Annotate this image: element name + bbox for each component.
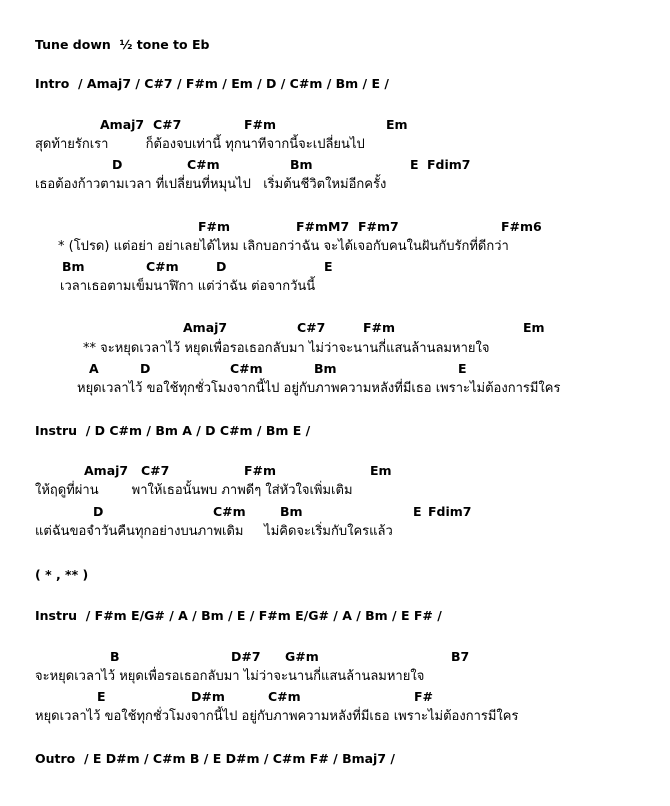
- chord: Amaj7: [84, 463, 129, 478]
- chord: F#: [414, 689, 434, 704]
- tuning-note: Tune down ½ tone to Eb: [35, 37, 210, 52]
- chord: D: [112, 157, 123, 172]
- chord: D#m: [191, 689, 225, 704]
- chord: F#m: [198, 219, 231, 234]
- chord: Bm: [62, 259, 85, 274]
- chord: E: [410, 157, 419, 172]
- lyric-line: จะหยุดเวลาไว้ หยุดเพื่อรอเธอกลับมา ไม่ว่าจะนานกี่แสนล้านลมหายใจ: [35, 669, 425, 684]
- chord: D: [216, 259, 227, 274]
- chord: A: [89, 361, 99, 376]
- chord: F#m: [244, 463, 277, 478]
- chord: C#7: [297, 320, 326, 335]
- repeat-marker: ( * , ** ): [35, 567, 89, 582]
- chord: B7: [451, 649, 470, 664]
- lyric-line: ให้ฤดูที่ผ่าน พาให้เธอนั้นพบ ภาพดีๆ ใส่หัวใจเพิ่มเติม: [35, 483, 353, 498]
- chord: D: [93, 504, 104, 519]
- chord: E: [324, 259, 333, 274]
- chord: F#m7: [358, 219, 399, 234]
- lyric-line: หยุดเวลาไว้ ขอใช้ทุกชั่วโมงจากนี้ไป อยู่กับภาพความหลังที่มีเธอ เพราะไม่ต้องการมีใคร: [35, 709, 519, 724]
- lyric-line: * (โปรด) แต่อย่า อย่าเลยได้ไหม เลิกบอกว่าฉัน จะได้เจอกับคนในฝันกับรักที่ดีกว่า: [58, 239, 509, 254]
- lyric-line: เวลาเธอตามเข็มนาฬิกา แต่ว่าฉัน ต่อจากวันนี้: [60, 279, 316, 294]
- chord: F#m6: [501, 219, 542, 234]
- chord: Fdim7: [428, 504, 472, 519]
- lyric-line: สุดท้ายรักเรา ก็ต้องจบเท่านี้ ทุกนาทีจากนี้จะเปลี่ยนไป: [35, 137, 365, 152]
- chord: F#mM7: [296, 219, 350, 234]
- chord: Em: [523, 320, 545, 335]
- chord: C#7: [141, 463, 170, 478]
- chord: G#m: [285, 649, 319, 664]
- intro-line: Intro / Amaj7 / C#7 / F#m / Em / D / C#m / Bm / E /: [35, 76, 389, 91]
- chord: D: [140, 361, 151, 376]
- chord: C#m: [187, 157, 220, 172]
- chord: E: [413, 504, 422, 519]
- chord: C#m: [146, 259, 179, 274]
- chord: F#m: [363, 320, 396, 335]
- instrumental-line: Instru / F#m E/G# / A / Bm / E / F#m E/G# / A / Bm / E F# /: [35, 608, 442, 623]
- outro-line: Outro / E D#m / C#m B / E D#m / C#m F# / Bmaj7 /: [35, 751, 395, 766]
- chord: Em: [370, 463, 392, 478]
- chord: C#m: [268, 689, 301, 704]
- chord: Fdim7: [427, 157, 471, 172]
- chord: D#7: [231, 649, 261, 664]
- chord: B: [110, 649, 120, 664]
- lyric-line: เธอต้องก้าวตามเวลา ที่เปลี่ยนที่หมุนไป เริ่มต้นชีวิตใหม่อีกครั้ง: [35, 177, 387, 192]
- chord: Bm: [280, 504, 303, 519]
- chord: C#m: [213, 504, 246, 519]
- chord: Bm: [314, 361, 337, 376]
- chord: E: [97, 689, 106, 704]
- instrumental-line: Instru / D C#m / Bm A / D C#m / Bm E /: [35, 423, 311, 438]
- chord: Em: [386, 117, 408, 132]
- lyric-line: แต่ฉันขอจำวันคืนทุกอย่างบนภาพเดิม ไม่คิดจะเริ่มกับใครแล้ว: [35, 524, 393, 539]
- chord: Bm: [290, 157, 313, 172]
- chord: F#m: [244, 117, 277, 132]
- chord: C#7: [153, 117, 182, 132]
- chord: C#m: [230, 361, 263, 376]
- chord: E: [458, 361, 467, 376]
- lyric-line: หยุดเวลาไว้ ขอใช้ทุกชั่วโมงจากนี้ไป อยู่กับภาพความหลังที่มีเธอ เพราะไม่ต้องการมีใคร: [77, 381, 561, 396]
- lyric-line: ** จะหยุดเวลาไว้ หยุดเพื่อรอเธอกลับมา ไม่ว่าจะนานกี่แสนล้านลมหายใจ: [83, 341, 490, 356]
- chord: Amaj7: [100, 117, 145, 132]
- chord: Amaj7: [183, 320, 228, 335]
